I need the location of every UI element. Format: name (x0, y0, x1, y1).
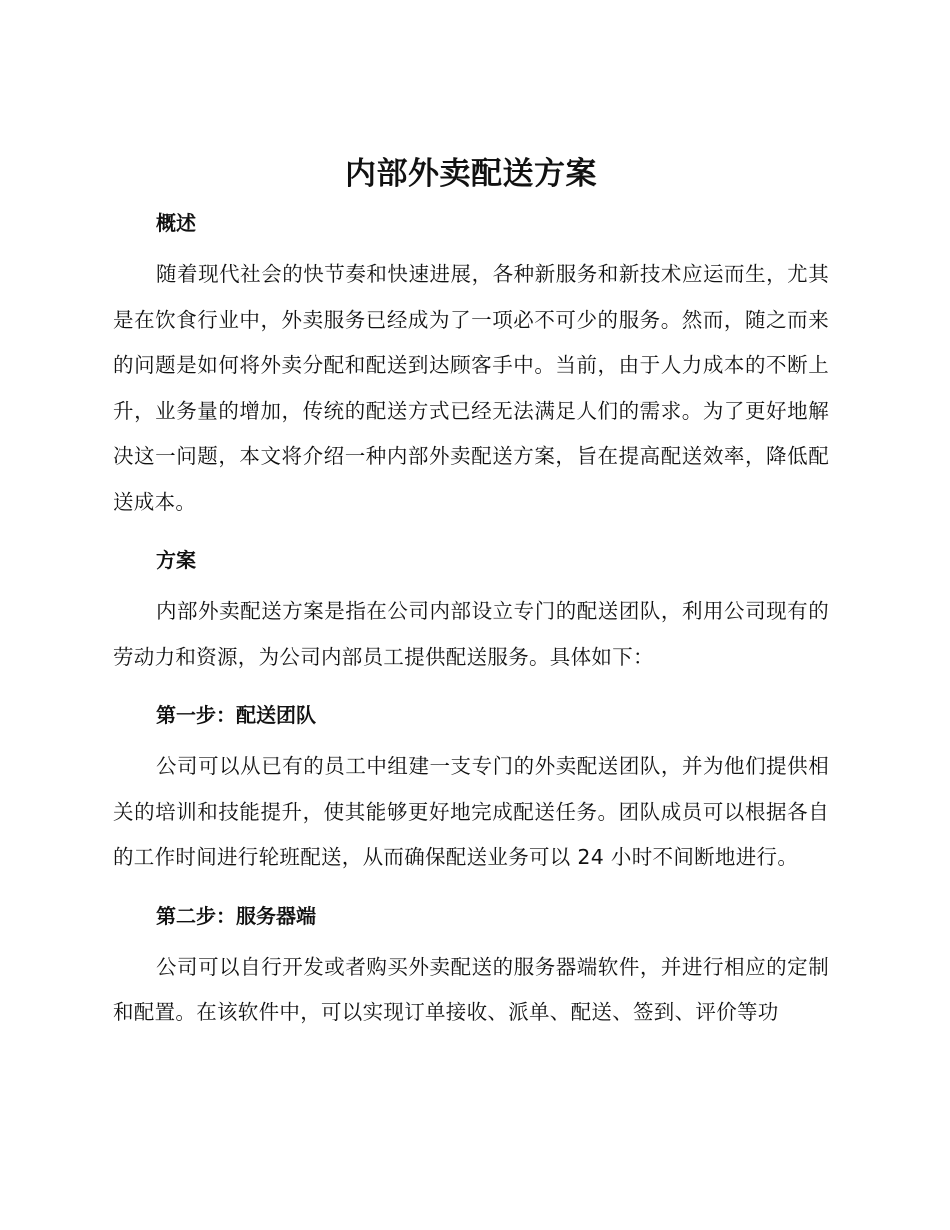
paragraph-overview: 随着现代社会的快节奏和快速进展，各种新服务和新技术应运而生，尤其是在饮食行业中，外卖服务已经成为了一项必不可少的服务。然而，随之而来的问题是如何将外卖分配和配送到达顾客手中。当前，由于人力成本的不断上升，业务量的增加，传统的配送方式已经无法满足人们的需求。为了更好地解决这一问题，本文将介绍一种内部外卖配送方案，旨在提高配送效率，降低配送成本。 (113, 262, 829, 514)
document-title: 内部外卖配送方案 (345, 156, 597, 192)
section-heading-overview: 概述 (156, 211, 196, 235)
document-body (113, 148, 829, 1036)
paragraph-step2: 公司可以自行开发或者购买外卖配送的服务器端软件，并进行相应的定制和配置。在该软件中，可以实现订单接收、派单、配送、签到、评价等功 (113, 954, 829, 1024)
paragraph-plan: 内部外卖配送方案是指在公司内部设立专门的配送团队，利用公司现有的劳动力和资源，为公司内部员工提供配送服务。具体如下： (113, 599, 829, 669)
section-heading-step2: 第二步：服务器端 (156, 903, 316, 928)
paragraph-step1: 公司可以从已有的员工中组建一支专门的外卖配送团队，并为他们提供相关的培训和技能提升，使其能够更好地完成配送任务。团队成员可以根据各自的工作时间进行轮班配送，从而确保配送业务可以 24 小时不间断地进行。 (113, 754, 829, 869)
section-heading-step1: 第一步：配送团队 (156, 703, 316, 727)
spacer (113, 525, 829, 537)
spacer (113, 680, 829, 692)
section-heading-plan: 方案 (156, 548, 196, 572)
spacer (113, 881, 829, 893)
